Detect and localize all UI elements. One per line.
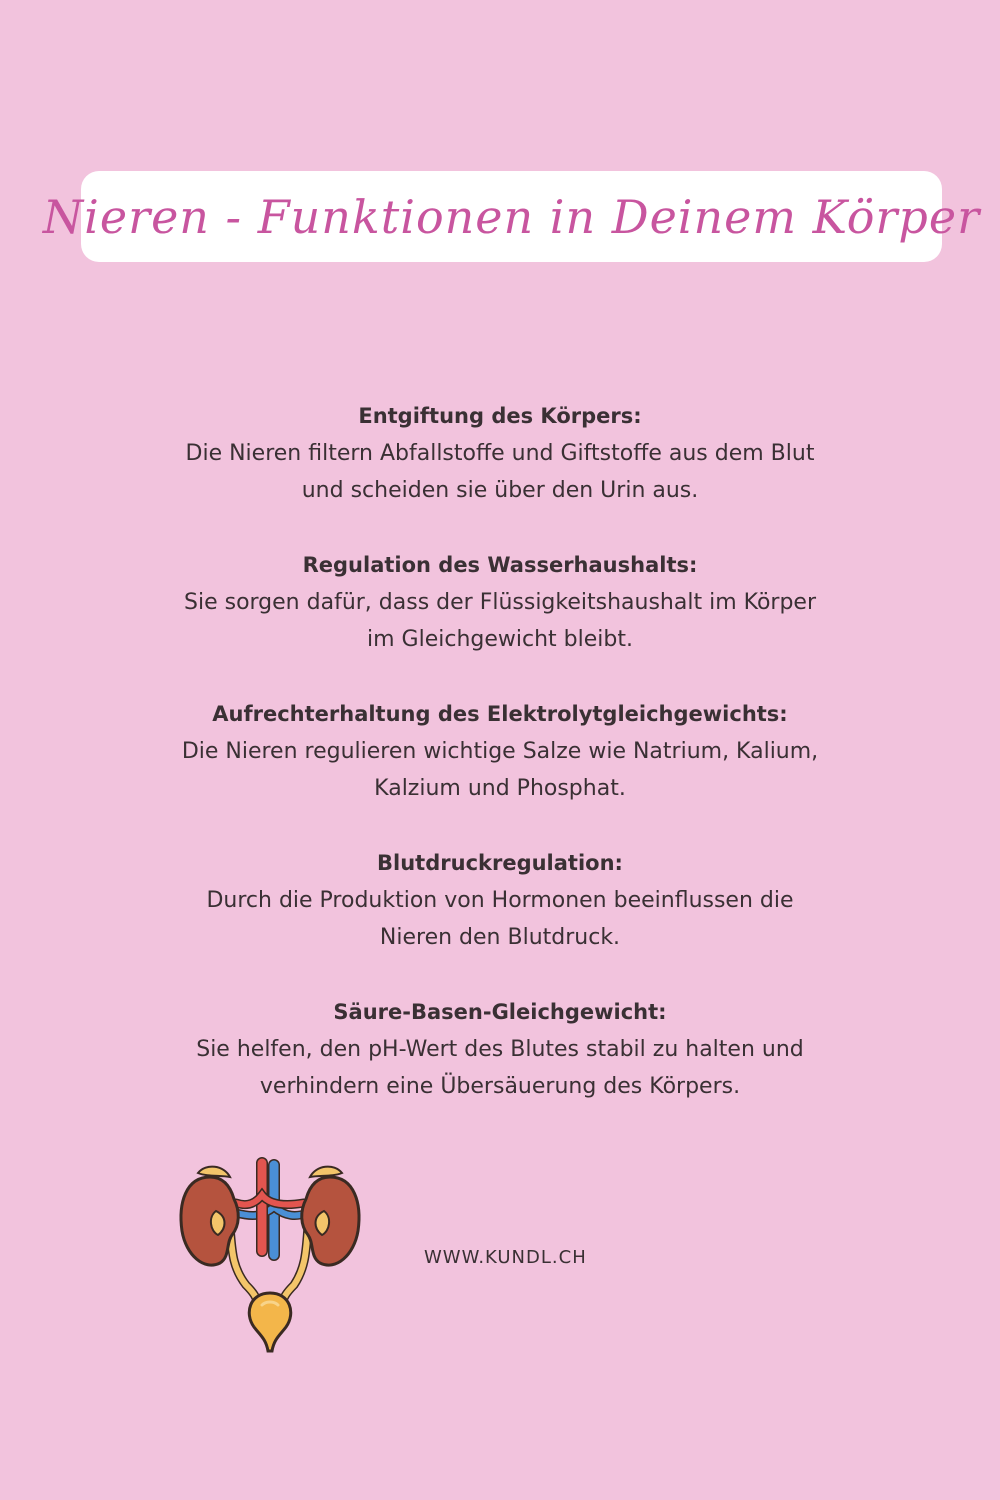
section-text-line: Nieren den Blutdruck. [379,925,621,950]
website-link[interactable]: WWW.KUNDL.CH [424,1247,587,1268]
functions-list [100,398,900,1143]
section-text-line: Die Nieren regulieren wichtige Salze wie Natrium, Kalium, [181,739,819,764]
section-heading: Blutdruckregulation: [377,851,623,875]
section-heading: Säure-Basen-Gleichgewicht: [333,1000,667,1024]
section-text-line: Sie helfen, den pH-Wert des Blutes stabil zu halten und [196,1037,804,1062]
section-heading: Aufrechterhaltung des Elektrolytgleichgewichts: [212,702,788,726]
section-text-line: im Gleichgewicht bleibt. [367,627,633,652]
section-text-line: verhindern eine Übersäuerung des Körpers. [259,1074,741,1099]
kidney-urinary-system-icon [170,1155,370,1365]
section-text-line: Durch die Produktion von Hormonen beeinflussen die [206,888,794,913]
section-text-line: Kalzium und Phosphat. [374,776,626,801]
title-banner [42,171,981,262]
section-detoxification [100,398,900,509]
section-heading: Entgiftung des Körpers: [358,404,642,428]
page-title: Nieren - Funktionen in Deinem Körper [42,189,981,244]
section-text-line: Die Nieren filtern Abfallstoffe und Giftstoffe aus dem Blut [185,441,815,466]
section-water-balance [100,547,900,658]
section-heading: Regulation des Wasserhaushalts: [302,553,698,577]
section-text-line: Sie sorgen dafür, dass der Flüssigkeitshaushalt im Körper [184,590,816,615]
section-blood-pressure [100,845,900,956]
section-text-line: und scheiden sie über den Urin aus. [301,478,699,503]
section-acid-base [100,994,900,1105]
section-electrolytes [100,696,900,807]
